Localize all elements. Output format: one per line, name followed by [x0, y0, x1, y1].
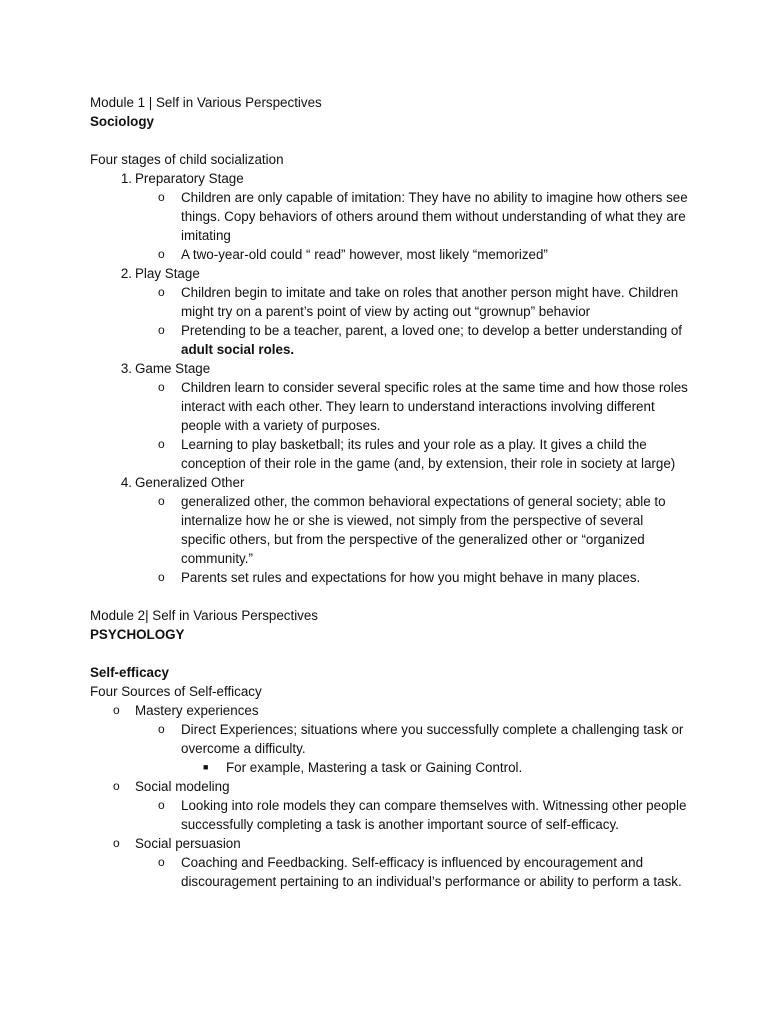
- bullet-item: [90, 435, 690, 473]
- bullet-item: [90, 188, 690, 245]
- stage-number: 1.: [120, 171, 132, 186]
- bullet-item: [90, 853, 690, 891]
- stage-item: [90, 359, 690, 378]
- bullet-text: Direct Experiences; situations where you successfully complete a challenging task or overcome a difficulty.: [181, 722, 684, 756]
- stage-item: [90, 169, 690, 188]
- bullet-text: Children begin to imitate and take on roles that another person might have. Children might try on a parent’s point of view by acting out “grownup” behavior: [181, 285, 679, 319]
- bullet-text: Learning to play basketball; its rules and your role as a play. It gives a child the conception of their role in the game (and, by extension, their role in society at large): [181, 437, 676, 471]
- stage-number: 3.: [120, 361, 132, 376]
- module1-title: Module 1 | Self in Various Perspectives: [90, 95, 322, 110]
- source-label: Social persuasion: [135, 836, 241, 851]
- document-page: [90, 93, 690, 891]
- bullet-item: [90, 720, 690, 758]
- stage-label: Play Stage: [135, 266, 200, 281]
- hollow-bullet-icon: o: [158, 855, 165, 869]
- module2-intro: Four Sources of Self-efficacy: [90, 684, 262, 699]
- module1-intro: Four stages of child socialization: [90, 152, 284, 167]
- bullet-item: [90, 796, 690, 834]
- hollow-bullet-icon: o: [113, 779, 120, 793]
- source-label: Mastery experiences: [135, 703, 259, 718]
- hollow-bullet-icon: o: [113, 836, 120, 850]
- stage-label: Game Stage: [135, 361, 211, 376]
- stage-label: Generalized Other: [135, 475, 245, 490]
- bullet-item: [90, 321, 690, 359]
- module2-title: Module 2| Self in Various Perspectives: [90, 608, 319, 623]
- hollow-bullet-icon: o: [158, 570, 165, 584]
- square-bullet-icon: ■: [203, 762, 209, 772]
- hollow-bullet-icon: o: [158, 247, 165, 261]
- hollow-bullet-icon: o: [158, 798, 165, 812]
- bullet-text: Children are only capable of imitation: They have no ability to imagine how others see things. Copy behaviors of others around them without understanding of what they are imitating: [181, 190, 688, 243]
- hollow-bullet-icon: o: [158, 190, 165, 204]
- bullet-item: [90, 378, 690, 435]
- stage-label: Preparatory Stage: [135, 171, 244, 186]
- stage-item: [90, 264, 690, 283]
- bullet-item: [90, 283, 690, 321]
- hollow-bullet-icon: o: [158, 380, 165, 394]
- stage-item: [90, 473, 690, 492]
- sub-bullet-text: For example, Mastering a task or Gaining Control.: [226, 760, 523, 775]
- hollow-bullet-icon: o: [158, 437, 165, 451]
- source-label: Social modeling: [135, 779, 230, 794]
- hollow-bullet-icon: o: [158, 323, 165, 337]
- bullet-text: Looking into role models they can compare themselves with. Witnessing other people successfully completing a task is another important source of self-efficacy.: [181, 798, 687, 832]
- bullet-text: Coaching and Feedbacking. Self-efficacy is influenced by encouragement and discouragement pertaining to an individual’s performance or ability to perform a task.: [181, 855, 682, 889]
- source-item: [90, 701, 690, 720]
- bullet-item: [90, 568, 690, 587]
- hollow-bullet-icon: o: [158, 494, 165, 508]
- bullet-text: Parents set rules and expectations for how you might behave in many places.: [181, 570, 641, 585]
- source-item: [90, 777, 690, 796]
- bullet-text: generalized other, the common behavioral expectations of general society; able to internalize how he or she is viewed, not simply from the perspective of several specific others, but from the perspective of the generalized other or “organized community.”: [181, 494, 666, 566]
- module2-heading: Self-efficacy: [90, 665, 169, 680]
- bullet-text: Children learn to consider several specific roles at the same time and how those roles interact with each other. They learn to understand interactions involving different people with a variety of purposes.: [181, 380, 688, 433]
- stage-number: 4.: [120, 475, 132, 490]
- module2-subject: PSYCHOLOGY: [90, 627, 185, 642]
- hollow-bullet-icon: o: [113, 703, 120, 717]
- hollow-bullet-icon: o: [158, 722, 165, 736]
- bullet-text: Pretending to be a teacher, parent, a loved one; to develop a better understanding of: [181, 323, 683, 338]
- stage-number: 2.: [120, 266, 132, 281]
- bullet-text: A two-year-old could “ read” however, most likely “memorized”: [181, 247, 548, 262]
- module1-subject: Sociology: [90, 114, 154, 129]
- bullet-bold-text: adult social roles.: [181, 342, 295, 357]
- hollow-bullet-icon: o: [158, 285, 165, 299]
- source-item: [90, 834, 690, 853]
- bullet-item: [90, 245, 690, 264]
- bullet-item: [90, 492, 690, 568]
- sub-bullet-item: [90, 758, 690, 777]
